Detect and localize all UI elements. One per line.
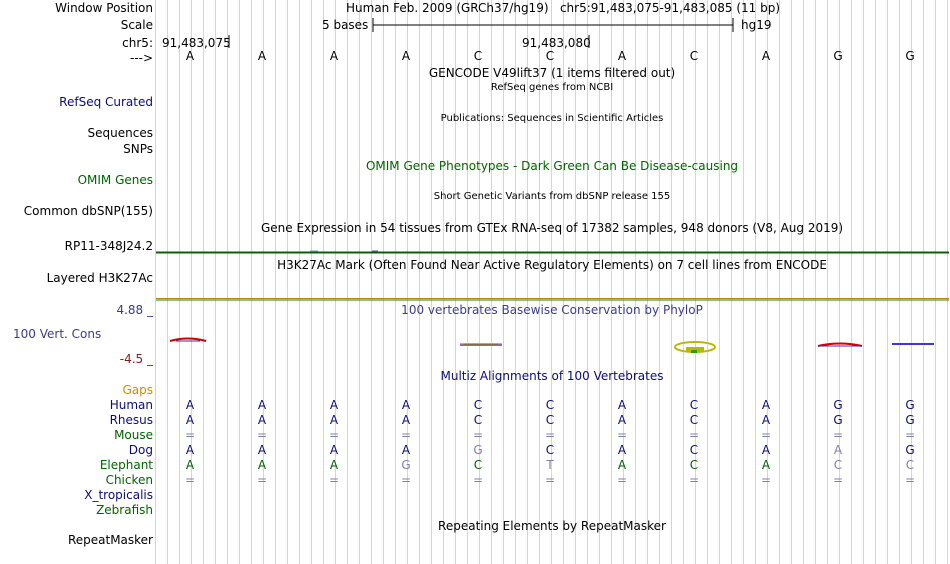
alignment-base: A <box>833 443 843 457</box>
reference-base: A <box>401 49 411 63</box>
reference-base: A <box>761 49 771 63</box>
alignment-base: A <box>617 413 627 427</box>
alignment-base: A <box>761 413 771 427</box>
multiz-track-title[interactable]: Multiz Alignments of 100 Vertebrates <box>440 369 664 383</box>
alignment-base: C <box>689 398 699 412</box>
repeatmasker-track-title[interactable]: Repeating Elements by RepeatMasker <box>438 519 666 533</box>
window-position-label: Window Position <box>55 1 153 15</box>
alignment-base: A <box>329 398 339 412</box>
alignment-base: = <box>256 473 268 487</box>
alignment-base: = <box>184 473 196 487</box>
reference-base: G <box>905 49 915 63</box>
alignment-base: A <box>617 443 627 457</box>
alignment-base: = <box>328 428 340 442</box>
alignment-base: G <box>905 443 915 457</box>
alignment-base: A <box>401 413 411 427</box>
alignment-base: A <box>185 398 195 412</box>
alignment-base: = <box>832 428 844 442</box>
alignment-base: = <box>760 473 772 487</box>
alignment-base: A <box>761 458 771 472</box>
alignment-base: = <box>832 473 844 487</box>
alignment-base: G <box>401 458 411 472</box>
refseq-track-title[interactable]: RefSeq genes from NCBI <box>490 82 614 93</box>
scale-assembly: hg19 <box>741 18 772 32</box>
reference-base: G <box>833 49 843 63</box>
reference-base: C <box>473 49 483 63</box>
alignment-base: = <box>760 428 772 442</box>
alignment-base: A <box>617 398 627 412</box>
alignment-base: = <box>544 428 556 442</box>
alignment-base: = <box>472 428 484 442</box>
alignment-base: G <box>833 413 843 427</box>
alignment-base: A <box>257 398 267 412</box>
repeatmasker-track-label[interactable]: RepeatMasker <box>67 533 153 547</box>
alignment-base: C <box>473 398 483 412</box>
alignment-base: = <box>688 428 700 442</box>
species-label-chicken[interactable]: Chicken <box>105 473 153 487</box>
phylop-track-label[interactable]: 100 Vert. Cons <box>13 327 102 341</box>
alignment-base: C <box>833 458 843 472</box>
alignment-base: = <box>544 473 556 487</box>
dbsnp-track-title[interactable]: Short Genetic Variants from dbSNP release 155 <box>433 191 671 202</box>
alignment-base: A <box>617 458 627 472</box>
alignment-base: C <box>473 413 483 427</box>
alignment-base: C <box>905 458 915 472</box>
species-label-human[interactable]: Human <box>109 398 153 412</box>
alignment-base: = <box>400 473 412 487</box>
species-label-dog[interactable]: Dog <box>128 443 153 457</box>
species-label-mouse[interactable]: Mouse <box>114 428 153 442</box>
alignment-base: = <box>400 428 412 442</box>
scale-text: 5 bases <box>322 18 369 32</box>
alignment-base: G <box>473 443 483 457</box>
scale-label: Scale <box>120 18 153 32</box>
reference-base: A <box>617 49 627 63</box>
reference-base: A <box>185 49 195 63</box>
gtex-track-label[interactable]: RP11-348J24.2 <box>64 239 153 253</box>
alignment-base: A <box>761 398 771 412</box>
alignment-base: = <box>616 473 628 487</box>
reference-base: A <box>257 49 267 63</box>
alignment-base: = <box>256 428 268 442</box>
alignment-base: G <box>905 398 915 412</box>
position-tick-2: 91,483,080 <box>522 36 591 50</box>
alignment-base: A <box>257 443 267 457</box>
reference-base: C <box>545 49 555 63</box>
alignment-base: = <box>688 473 700 487</box>
alignment-base: = <box>904 428 916 442</box>
chrom-label: chr5: <box>122 36 153 50</box>
alignment-base: = <box>184 428 196 442</box>
phylop-min-value: -4.5 _ <box>119 352 153 366</box>
alignment-base: T <box>546 458 554 472</box>
reference-base: A <box>329 49 339 63</box>
alignment-base: A <box>185 443 195 457</box>
alignment-base: C <box>545 443 555 457</box>
alignment-base: G <box>905 413 915 427</box>
alignment-base: C <box>545 398 555 412</box>
species-label-zebrafish[interactable]: Zebrafish <box>96 503 153 517</box>
alignment-base: = <box>328 473 340 487</box>
dbsnp-track-label[interactable]: Common dbSNP(155) <box>23 204 153 218</box>
h3k27ac-track-label[interactable]: Layered H3K27Ac <box>46 271 153 285</box>
reference-base: C <box>689 49 699 63</box>
alignment-base: C <box>689 458 699 472</box>
species-label-x_tropicalis[interactable]: X_tropicalis <box>84 488 153 502</box>
alignment-base: A <box>257 413 267 427</box>
alignment-base: A <box>257 458 267 472</box>
strand-label: ---> <box>129 51 153 65</box>
gencode-track-title[interactable]: GENCODE V49lift37 (1 items filtered out) <box>428 66 676 80</box>
h3k27ac-track-title[interactable]: H3K27Ac Mark (Often Found Near Active Regulatory Elements) on 7 cell lines from ENCODE <box>277 258 827 272</box>
alignment-base: = <box>616 428 628 442</box>
window-position-text: Human Feb. 2009 (GRCh37/hg19) chr5:91,483,075-91,483,085 (11 bp) <box>346 1 781 15</box>
species-label-elephant[interactable]: Elephant <box>99 458 153 472</box>
sequences-track-label[interactable]: Sequences <box>87 126 153 140</box>
alignment-base: C <box>473 458 483 472</box>
alignment-base: A <box>761 443 771 457</box>
publications-track-title[interactable]: Publications: Sequences in Scientific Articles <box>440 113 664 124</box>
alignment-base: C <box>689 443 699 457</box>
omim-track-title[interactable]: OMIM Gene Phenotypes - Dark Green Can Be Disease-causing <box>365 159 739 173</box>
alignment-base: C <box>545 413 555 427</box>
omim-track-label[interactable]: OMIM Genes <box>77 173 153 187</box>
alignment-base: = <box>904 473 916 487</box>
gaps-track-label[interactable]: Gaps <box>122 383 153 397</box>
gtex-track-title[interactable]: Gene Expression in 54 tissues from GTEx RNA-seq of 17382 samples, 948 donors (V8, Aug 2019) <box>260 221 844 235</box>
alignment-base: G <box>833 398 843 412</box>
alignment-base: A <box>329 458 339 472</box>
alignment-base: A <box>401 443 411 457</box>
alignment-base: = <box>472 473 484 487</box>
species-label-rhesus[interactable]: Rhesus <box>109 413 153 427</box>
alignment-base: C <box>689 413 699 427</box>
phylop-track-title[interactable]: 100 vertebrates Basewise Conservation by PhyloP <box>401 303 703 317</box>
alignment-base: A <box>401 398 411 412</box>
alignment-base: A <box>329 443 339 457</box>
phylop-max-value: 4.88 _ <box>116 303 153 317</box>
alignment-base: A <box>329 413 339 427</box>
alignment-base: A <box>185 413 195 427</box>
snps-track-label[interactable]: SNPs <box>123 142 153 156</box>
refseq-track-label[interactable]: RefSeq Curated <box>59 95 153 109</box>
alignment-base: A <box>185 458 195 472</box>
position-tick-1: 91,483,075 <box>162 36 231 50</box>
